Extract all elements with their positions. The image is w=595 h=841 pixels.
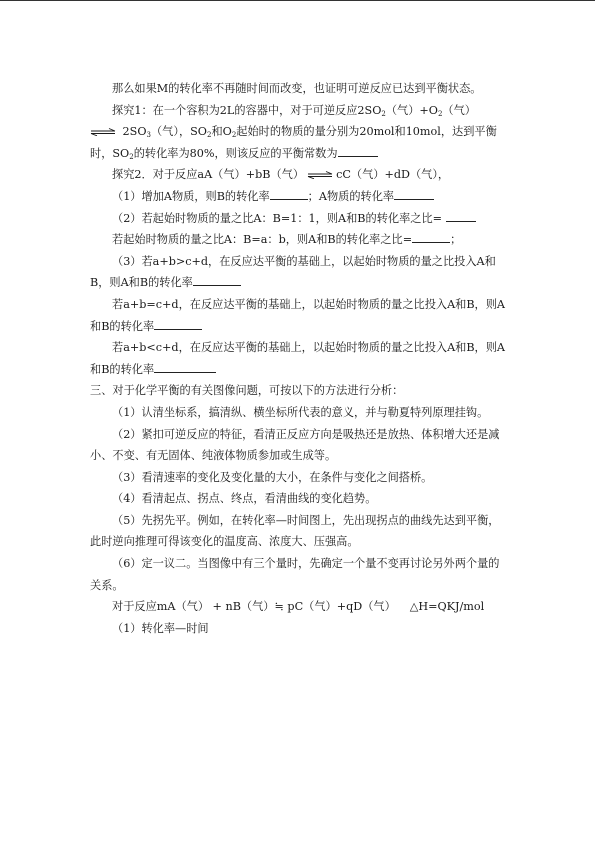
paragraph-q2 <box>90 208 506 230</box>
text: △H=QKJ/mol <box>409 600 485 614</box>
paragraph-equilibrium-note: 那么如果M的转化率不再随时间而改变，也证明可逆反应已达到平衡状态。 <box>112 82 482 95</box>
text: （3）若a+b>c+d，在反应达平衡的基础上，以起始时物质的量之比投入A和B，则A和B的转化率 <box>90 254 496 290</box>
paragraph-reaction <box>90 596 506 618</box>
subscript: 2 <box>206 131 212 140</box>
reversible-arrow-icon <box>90 128 116 136</box>
text: cC（气）+dD（气）， <box>336 168 450 182</box>
reversible-arrow-icon <box>307 171 333 179</box>
text: ；A物质的转化率 <box>307 189 395 203</box>
text: 2SO <box>119 125 147 139</box>
answer-blank[interactable] <box>154 317 202 330</box>
answer-blank[interactable] <box>154 360 216 373</box>
text: 和O <box>211 125 232 139</box>
text: ； <box>450 233 462 247</box>
text: 对于反应mA（气） + nB（气）≒ pC（气）+qD（气） <box>112 600 396 614</box>
subscript: 2 <box>129 152 134 161</box>
answer-blank[interactable] <box>446 209 476 222</box>
answer-blank[interactable] <box>270 187 308 200</box>
paragraph-graph-type: （1）转化率—时间 <box>112 621 209 635</box>
answer-blank[interactable] <box>338 144 378 157</box>
paragraph-q3b <box>90 294 506 337</box>
paragraph-q3 <box>90 251 506 294</box>
answer-blank[interactable] <box>193 273 241 286</box>
text: 探究2．对于反应aA（气）+bB（气） <box>112 168 305 182</box>
text: 若a+b<c+d，在反应达平衡的基础上，以起始时物质的量之比投入A和B，则A和B的转化率 <box>90 341 506 376</box>
subscript: 2 <box>231 131 237 140</box>
text: 若a+b=c+d，在反应达平衡的基础上，以起始时物质的量之比投入A和B，则A和B的转化率 <box>90 297 506 333</box>
document-body <box>90 78 506 639</box>
subscript: 3 <box>146 131 151 140</box>
answer-blank[interactable] <box>394 187 434 200</box>
text: 探究1：在一个容积为2L的容器中，对于可逆反应2SO <box>112 103 382 117</box>
paragraph-method-6: （6）定一议二。当图像中有三个量时，先确定一个量不变再讨论另外两个量的关系。 <box>90 557 500 592</box>
paragraph-method-3: （3）看清速率的变化及变化量的大小，在条件与变化之间搭桥。 <box>112 470 433 484</box>
answer-blank[interactable] <box>412 230 450 243</box>
text: 若起始时物质的量之比A：B=a：b，则A和B的转化率之比= <box>112 233 413 247</box>
paragraph-method-1: （1）认清坐标系，搞清纵、横坐标所代表的意义，并与勒夏特列原理挂钩。 <box>112 405 489 419</box>
paragraph-q2b <box>90 229 506 251</box>
text: 起始时的物质的量分别为20mol和10mol，达到平衡时，SO <box>90 125 497 160</box>
text: （1）增加A物质，则B的转化率 <box>112 189 270 203</box>
text: （气），SO <box>150 125 207 139</box>
text: （2）若起始时物质的量之比A：B=1：1，则A和B的转化率之比= <box>112 211 443 225</box>
text: （气）+O <box>385 103 438 117</box>
subscript: 2 <box>437 109 443 118</box>
header-rule <box>0 0 595 1</box>
subscript: 2 <box>381 109 386 118</box>
paragraph-explore-2 <box>90 164 506 186</box>
section-heading-3: 三、对于化学平衡的有关图像问题，可按以下的方法进行分析： <box>90 384 404 398</box>
paragraph-method-2: （2）紧扣可逆反应的特征，看清正反应方向是吸热还是放热、体积增大还是减小、不变、有无固体、纯液体物质参加或生成等。 <box>90 427 500 463</box>
text: （气） <box>442 103 476 117</box>
text: 的转化率为80%，则该反应的平衡常数为 <box>133 146 338 160</box>
paragraph-method-5: （5）先拐先平。例如，在转化率—时间图上，先出现拐点的曲线先达到平衡，此时逆向推理可得该变化的温度高、浓度大、压强高。 <box>90 513 500 549</box>
paragraph-q3c <box>90 337 506 380</box>
paragraph-q1 <box>90 186 506 208</box>
paragraph-explore-1 <box>90 100 506 165</box>
paragraph-method-4: （4）看清起点、拐点、终点，看清曲线的变化趋势。 <box>112 492 377 506</box>
